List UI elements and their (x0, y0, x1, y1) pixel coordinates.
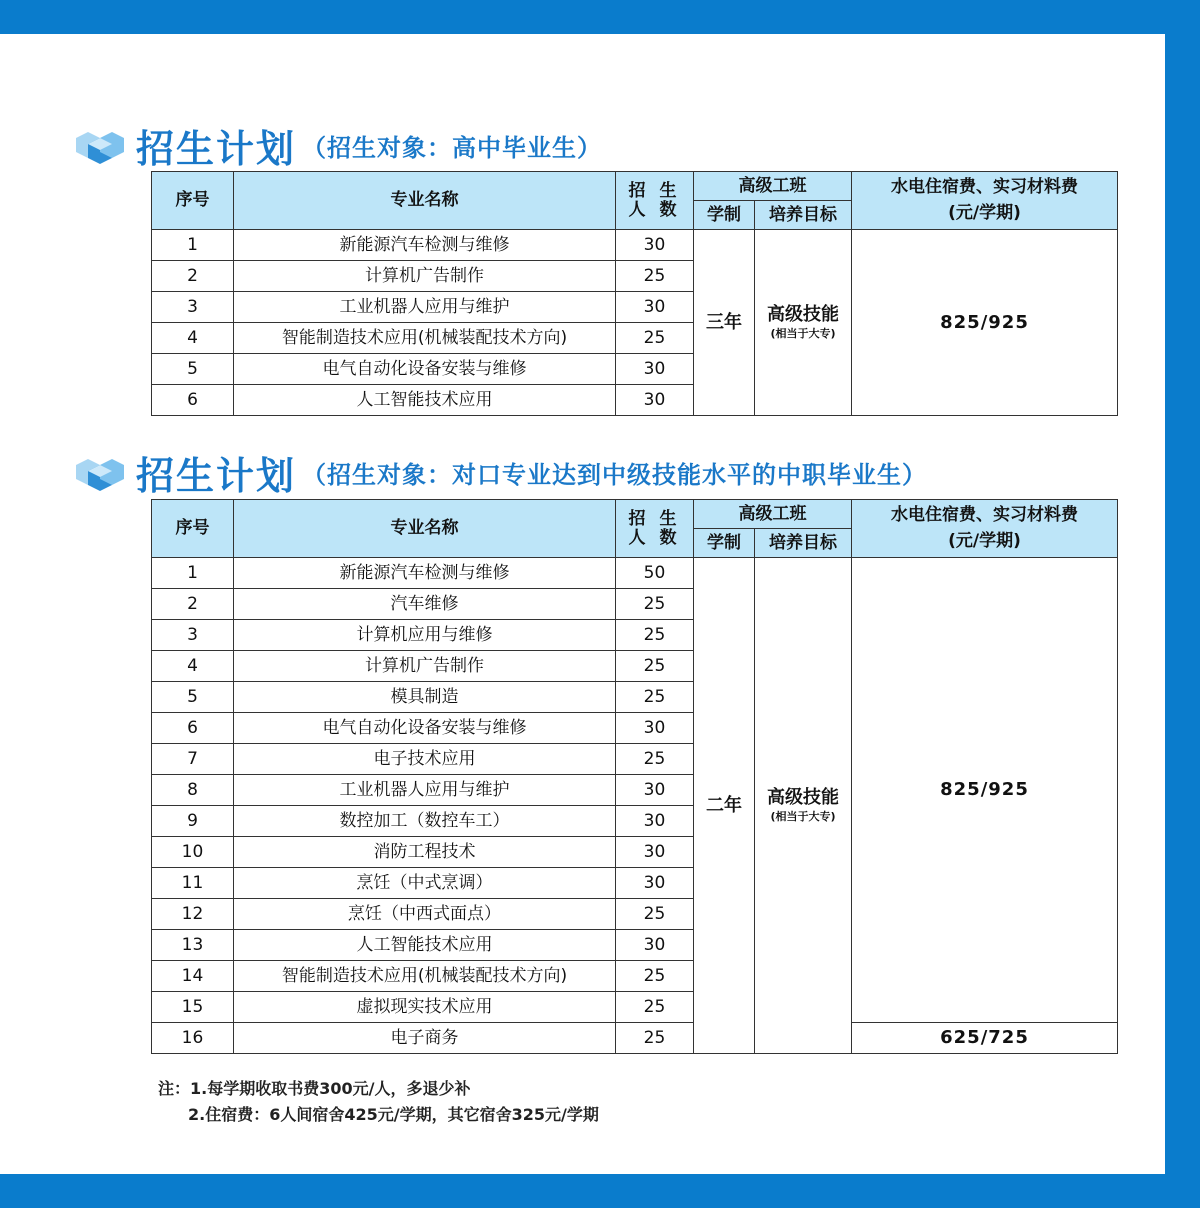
cell-years: 三年 (694, 230, 755, 416)
cell-years: 二年 (694, 558, 755, 1054)
note-line-1: 注：1.每学期收取书费300元/人，多退少补 (158, 1079, 471, 1098)
cell-no: 8 (152, 775, 234, 806)
cell-no: 12 (152, 899, 234, 930)
cell-no: 13 (152, 930, 234, 961)
cell-no: 14 (152, 961, 234, 992)
cell-no: 10 (152, 837, 234, 868)
cell-major: 计算机广告制作 (234, 261, 616, 292)
header-years: 学制 (694, 201, 755, 230)
cell-no: 16 (152, 1023, 234, 1054)
hexagon-cubes-icon (72, 124, 128, 166)
cell-count: 25 (616, 589, 694, 620)
header-class: 高级工班 (694, 500, 852, 529)
hexagon-cubes-icon (72, 451, 128, 493)
cell-major: 电气自动化设备安装与维修 (234, 354, 616, 385)
cell-count: 30 (616, 806, 694, 837)
cell-count: 30 (616, 385, 694, 416)
cell-count: 25 (616, 682, 694, 713)
cell-count: 25 (616, 651, 694, 682)
cell-count: 30 (616, 713, 694, 744)
cell-count: 30 (616, 837, 694, 868)
section2-title-main: 招生计划 (136, 453, 297, 498)
section1-title-main: 招生计划 (136, 126, 297, 171)
cell-no: 3 (152, 292, 234, 323)
cell-count: 25 (616, 323, 694, 354)
cell-count: 30 (616, 292, 694, 323)
notes (158, 1076, 599, 1128)
cell-count: 25 (616, 261, 694, 292)
cell-major: 模具制造 (234, 682, 616, 713)
header-fee: 水电住宿费、实习材料费 (元/学期) (852, 500, 1118, 558)
cell-no: 5 (152, 682, 234, 713)
cell-count: 30 (616, 868, 694, 899)
table-row (152, 558, 1118, 589)
cell-count: 25 (616, 961, 694, 992)
cell-major: 汽车维修 (234, 589, 616, 620)
cell-no: 11 (152, 868, 234, 899)
page (0, 34, 1165, 1174)
cell-fee: 825/925 (852, 558, 1118, 1023)
cell-no: 7 (152, 744, 234, 775)
cell-major: 计算机应用与维修 (234, 620, 616, 651)
section2-title-sub: （招生对象：对口专业达到中级技能水平的中职毕业生） (302, 460, 928, 489)
cell-count: 25 (616, 1023, 694, 1054)
cell-fee-last: 625/725 (852, 1023, 1118, 1054)
cell-count: 25 (616, 992, 694, 1023)
cell-no: 4 (152, 323, 234, 354)
table-row (152, 230, 1118, 261)
cell-major: 虚拟现实技术应用 (234, 992, 616, 1023)
table-row (152, 1023, 1118, 1054)
cell-no: 1 (152, 558, 234, 589)
cell-major: 计算机广告制作 (234, 651, 616, 682)
cell-count: 30 (616, 930, 694, 961)
header-class: 高级工班 (694, 172, 852, 201)
cell-count: 25 (616, 899, 694, 930)
goal-value: 高级技能 (767, 303, 839, 325)
cell-count: 30 (616, 230, 694, 261)
cell-major: 人工智能技术应用 (234, 385, 616, 416)
cell-count: 50 (616, 558, 694, 589)
cell-major: 人工智能技术应用 (234, 930, 616, 961)
cell-goal (755, 230, 852, 416)
cell-count: 25 (616, 744, 694, 775)
cell-major: 智能制造技术应用(机械装配技术方向) (234, 323, 616, 354)
goal-value: 高级技能 (767, 786, 839, 808)
cell-major: 工业机器人应用与维护 (234, 292, 616, 323)
section1-title-sub: （招生对象：高中毕业生） (302, 133, 603, 162)
cell-no: 4 (152, 651, 234, 682)
header-fee: 水电住宿费、实习材料费 (元/学期) (852, 172, 1118, 230)
cell-major: 电子技术应用 (234, 744, 616, 775)
cell-major: 工业机器人应用与维护 (234, 775, 616, 806)
cell-no: 6 (152, 385, 234, 416)
goal-note: (相当于大专) (770, 327, 836, 341)
cell-no: 3 (152, 620, 234, 651)
cell-no: 6 (152, 713, 234, 744)
goal-note: (相当于大专) (770, 810, 836, 824)
enrollment-table-2 (151, 499, 1118, 1054)
cell-goal (755, 558, 852, 1054)
cell-major: 智能制造技术应用(机械装配技术方向) (234, 961, 616, 992)
cell-count: 25 (616, 620, 694, 651)
cell-major: 烹饪（中西式面点） (234, 899, 616, 930)
header-goal: 培养目标 (755, 201, 852, 230)
cell-count: 30 (616, 775, 694, 806)
header-count: 招 生 人 数 (616, 172, 694, 230)
section1-title (72, 120, 602, 170)
cell-count: 30 (616, 354, 694, 385)
cell-no: 2 (152, 261, 234, 292)
note-line-2: 2.住宿费：6人间宿舍425元/学期，其它宿舍325元/学期 (188, 1105, 599, 1124)
cell-major: 电气自动化设备安装与维修 (234, 713, 616, 744)
header-major: 专业名称 (234, 500, 616, 558)
cell-major: 电子商务 (234, 1023, 616, 1054)
cell-major: 消防工程技术 (234, 837, 616, 868)
header-years: 学制 (694, 529, 755, 558)
cell-no: 9 (152, 806, 234, 837)
header-no: 序号 (152, 172, 234, 230)
cell-no: 5 (152, 354, 234, 385)
enrollment-table-1 (151, 171, 1118, 416)
header-major: 专业名称 (234, 172, 616, 230)
header-no: 序号 (152, 500, 234, 558)
cell-major: 新能源汽车检测与维修 (234, 230, 616, 261)
cell-no: 2 (152, 589, 234, 620)
cell-no: 1 (152, 230, 234, 261)
cell-major: 烹饪（中式烹调） (234, 868, 616, 899)
cell-fee: 825/925 (852, 230, 1118, 416)
header-goal: 培养目标 (755, 529, 852, 558)
header-count: 招 生 人 数 (616, 500, 694, 558)
section2-title (72, 447, 927, 497)
cell-major: 数控加工（数控车工） (234, 806, 616, 837)
cell-major: 新能源汽车检测与维修 (234, 558, 616, 589)
cell-no: 15 (152, 992, 234, 1023)
